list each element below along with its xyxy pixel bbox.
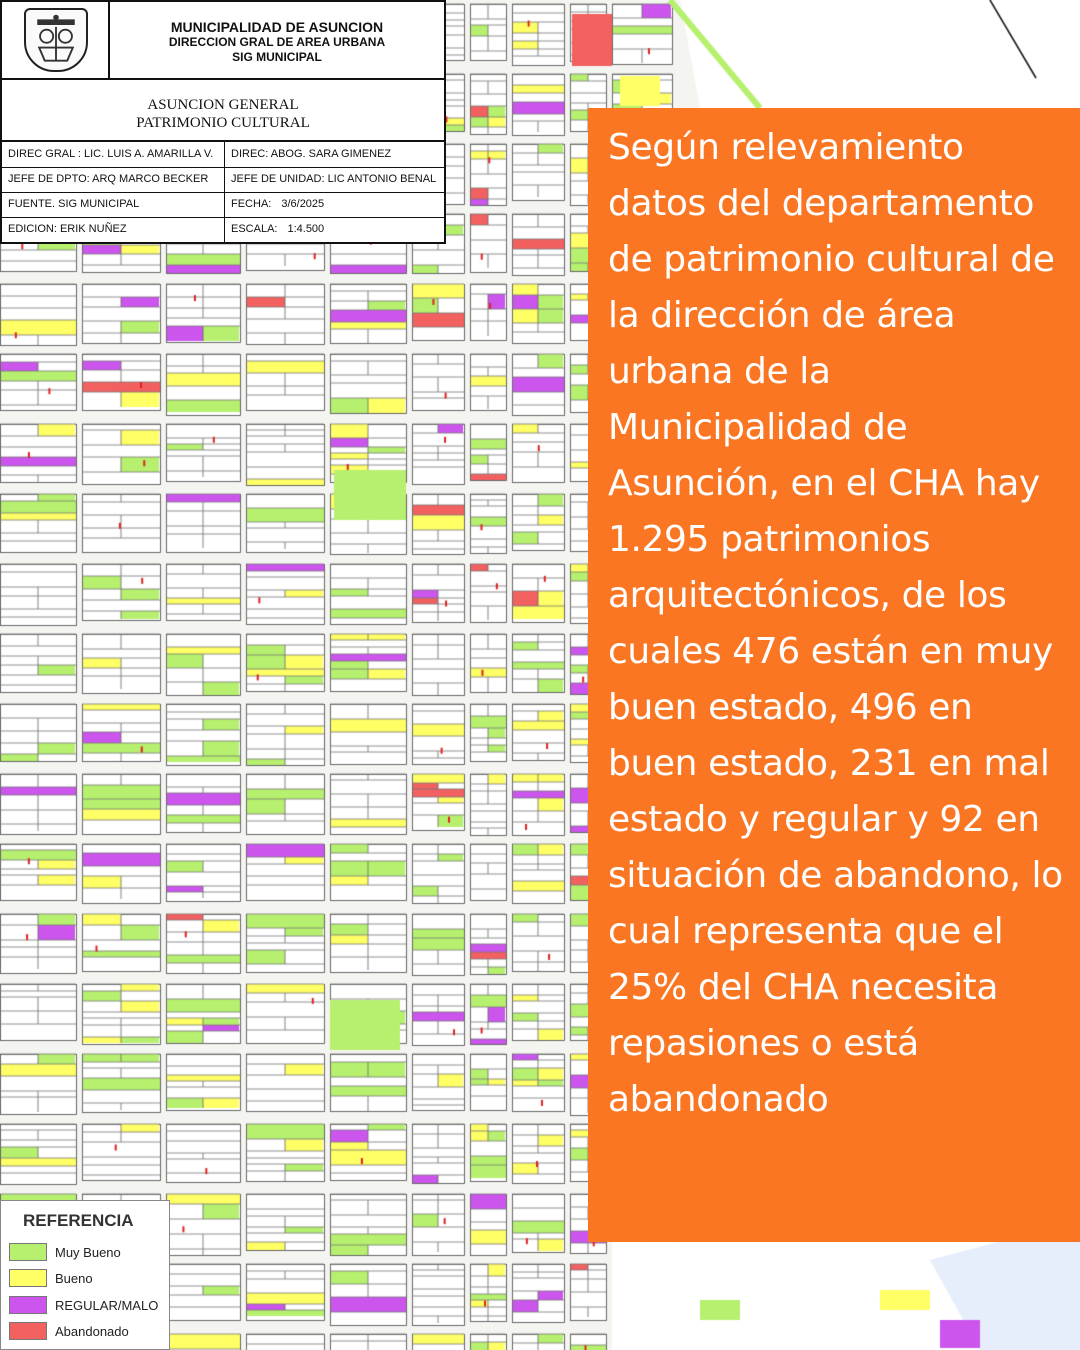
legend-label: Muy Bueno: [55, 1245, 121, 1260]
project-line-1: ASUNCION GENERAL: [147, 97, 299, 113]
legend-item-muy-bueno: [9, 1243, 169, 1263]
map-title-block: [0, 0, 446, 244]
legend-label: Abandonado: [55, 1324, 129, 1339]
legend-item-bueno: [9, 1269, 169, 1289]
fecha-label: FECHA:: [231, 198, 272, 210]
escala-value: 1:4.500: [287, 223, 325, 235]
credits-grid: [2, 142, 444, 242]
legend-swatch: [9, 1269, 47, 1287]
municipal-crest-icon: [24, 8, 88, 72]
legend-swatch: [9, 1296, 47, 1314]
escala-label: ESCALA:: [231, 223, 278, 235]
credit-jefe-unidad: JEFE DE UNIDAD: LIC ANTONIO BENAL: [231, 173, 437, 185]
credit-fecha: [225, 192, 444, 216]
org-line-2: DIRECCION GRAL DE AREA URBANA: [168, 35, 386, 49]
legend-swatch: [9, 1243, 47, 1261]
legend-item-abandonado: [9, 1322, 169, 1342]
org-line-1: MUNICIPALIDAD DE ASUNCION: [170, 19, 384, 35]
credit-edicion: EDICION: ERIK NUÑEZ: [8, 223, 127, 235]
legend-label: REGULAR/MALO: [55, 1298, 159, 1313]
project-title: [2, 80, 444, 142]
credit-direc-gral: DIREC GRAL : LIC. LUIS A. AMARILLA V.: [8, 148, 214, 160]
credit-jefe-dpto: JEFE DE DPTO: ARQ MARCO BECKER: [8, 173, 209, 185]
info-text: Según relevamiento datos del departamento de patrimonio cultural de la dirección de área urbana de la Municipalidad de Asunción, en el CHA hay 1.295 patrimonios arquitectónicos, de los cuales 476 están en muy buen estado, 496 en buen estado, 231 en mal estado y regular y 92 en situación de abandono, lo cual representa que el 25% del CHA necesita repasiones o está abandonado: [608, 127, 1063, 1120]
credit-direc: DIREC: ABOG. SARA GIMENEZ: [231, 148, 392, 160]
legend-item-regular-malo: [9, 1296, 169, 1316]
organization-name: [112, 20, 442, 65]
map-legend: [0, 1200, 170, 1350]
legend-title: REFERENCIA: [23, 1211, 134, 1230]
info-panel: [588, 108, 1080, 1242]
crest-divider: [108, 2, 110, 78]
credit-escala: [225, 217, 444, 241]
fecha-value: 3/6/2025: [281, 198, 325, 210]
org-line-3: SIG MUNICIPAL: [232, 50, 322, 64]
project-line-2: PATRIMONIO CULTURAL: [136, 115, 310, 131]
legend-swatch: [9, 1322, 47, 1340]
credit-fuente: FUENTE. SIG MUNICIPAL: [8, 198, 140, 210]
title-block-header: [2, 2, 444, 80]
legend-label: Bueno: [55, 1271, 93, 1286]
